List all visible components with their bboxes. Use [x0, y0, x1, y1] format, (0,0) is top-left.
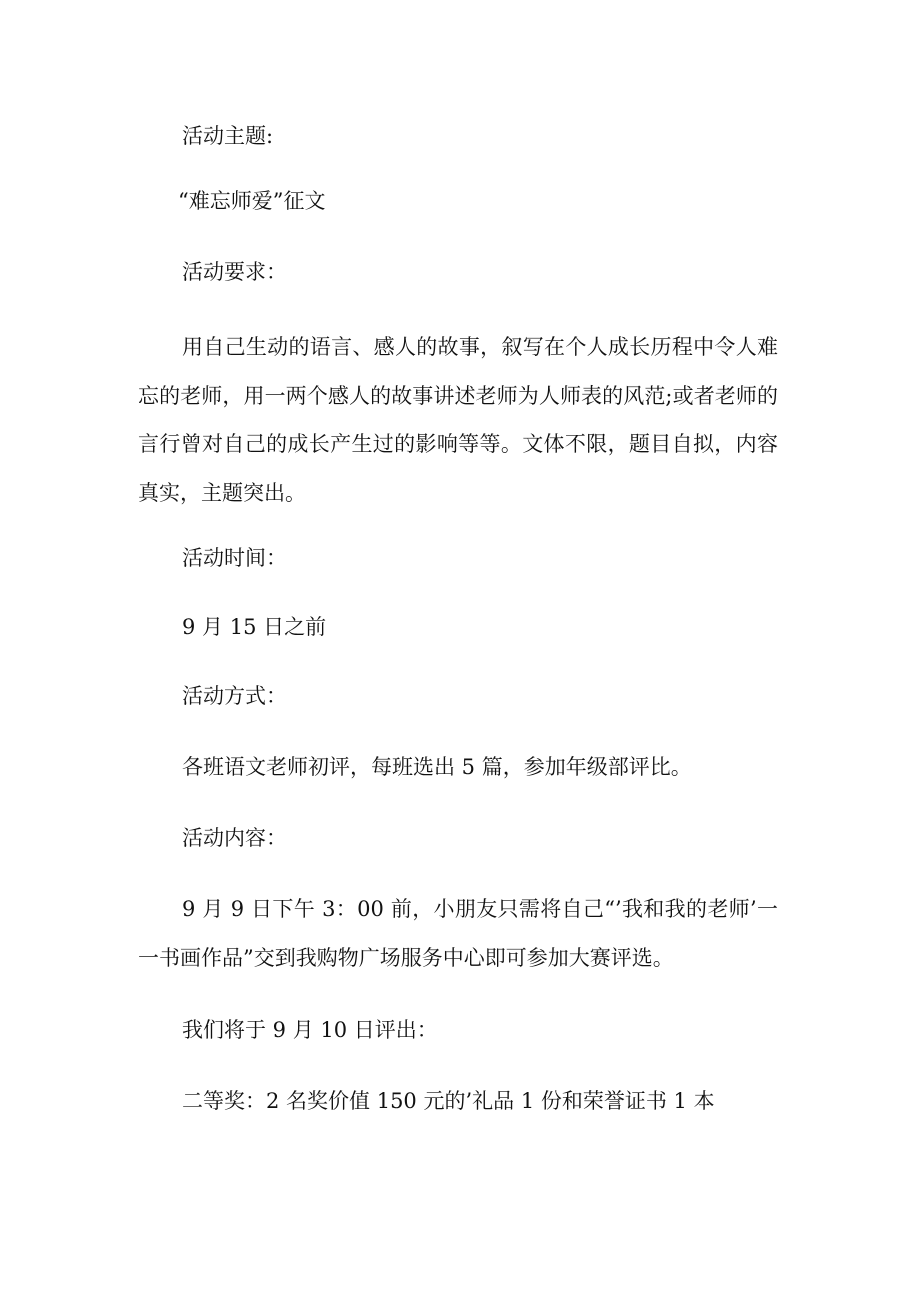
activity-requirement-label: 活动要求：: [182, 260, 287, 284]
activity-theme-label: 活动主题:: [182, 124, 274, 148]
activity-content-text: 9 月 9 日下午 3：00 前，小朋友只需将自己“’我和我的老师’一一书画作品”交到我购物广场服务中心即可参加大赛评选。: [138, 897, 778, 970]
activity-requirement-text: 用自己生动的语言、感人的故事，叙写在个人成长历程中令人难忘的老师，用一两个感人的故事讲述老师为人师表的风范;或者老师的言行曾对自己的成长产生过的影响等等。文体不限，题目自拟，内容真实，主题突出。: [138, 335, 778, 505]
activity-theme-value: “难忘师爱”征文: [178, 189, 326, 213]
activity-content-label: 活动内容：: [182, 826, 287, 850]
activity-method-value: 各班语文老师初评，每班选出 5 篇，参加年级部评比。: [182, 755, 692, 779]
evaluation-announcement: 我们将于 9 月 10 日评出：: [182, 1018, 438, 1042]
activity-time-label: 活动时间：: [182, 546, 287, 570]
activity-method-label: 活动方式：: [182, 684, 287, 708]
activity-time-value: 9 月 15 日之前: [182, 615, 327, 639]
second-prize-line: 二等奖：2 名奖价值 150 元的’礼品 1 份和荣誉证书 1 本: [182, 1089, 715, 1113]
